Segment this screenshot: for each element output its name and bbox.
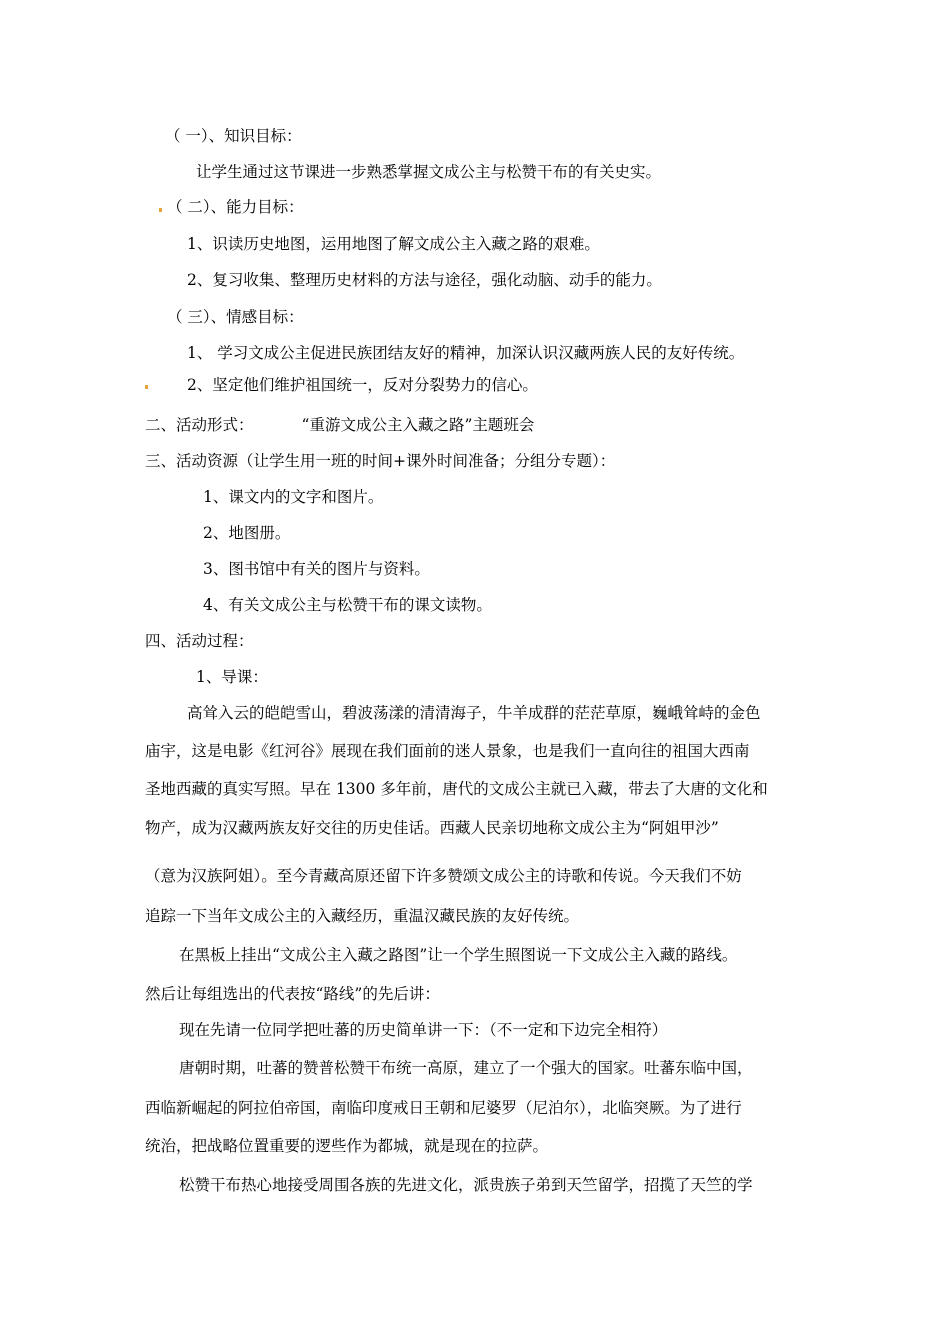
ability-item: 2、复习收集、整理历史材料的方法与途径，强化动脑、动手的能力。	[187, 271, 662, 289]
activity-resources-heading: 三、活动资源（让学生用一班的时间+课外时间准备；分组分专题）：	[145, 452, 616, 470]
resource-item: 2、地图册。	[203, 524, 291, 542]
body-line: 然后让每组选出的代表按“路线”的先后讲：	[145, 985, 440, 1003]
margin-mark	[159, 208, 162, 212]
resource-item: 3、图书馆中有关的图片与资料。	[203, 560, 430, 578]
body-line: 唐朝时期，吐蕃的赞普松赞干布统一高原，建立了一个强大的国家。吐蕃东临中国，	[179, 1059, 753, 1077]
activity-form-value: “重游文成公主入藏之路”主题班会	[301, 416, 535, 434]
activity-form-label: 二、活动形式：	[145, 416, 254, 434]
body-line: 统治，把战略位置重要的逻些作为都城，就是现在的拉萨。	[145, 1137, 549, 1155]
body-line: 松赞干布热心地接受周围各族的先进文化，派贵族子弟到天竺留学，招揽了天竺的学	[179, 1176, 753, 1194]
body-line: （意为汉族阿姐）。至今青藏高原还留下许多赞颂文成公主的诗歌和传说。今天我们不妨	[145, 867, 742, 885]
ability-objective-heading: （ 二）、能力目标：	[167, 198, 304, 216]
emotion-item: 1、 学习文成公主促进民族团结友好的精神，加深认识汉藏两族人民的友好传统。	[187, 344, 745, 362]
knowledge-objective-heading: （ 一）、知识目标：	[165, 127, 302, 145]
activity-process-heading: 四、活动过程：	[145, 632, 254, 650]
resource-item: 4、有关文成公主与松赞干布的课文读物。	[203, 596, 492, 614]
knowledge-objective-text: 让学生通过这节课进一步熟悉掌握文成公主与松赞干布的有关史实。	[196, 163, 662, 181]
body-line: 物产，成为汉藏两族友好交往的历史佳话。西藏人民亲切地称文成公主为“阿姐甲沙”	[145, 819, 719, 837]
body-line: 在黑板上挂出“文成公主入藏之路图”让一个学生照图说一下文成公主入藏的路线。	[179, 946, 738, 964]
intro-heading: 1、导课：	[196, 668, 268, 686]
resource-item: 1、课文内的文字和图片。	[203, 488, 384, 506]
emotion-item: 2、坚定他们维护祖国统一，反对分裂势力的信心。	[187, 376, 538, 394]
body-line: 庙宇，这是电影《红河谷》展现在我们面前的迷人景象，也是我们一直向往的祖国大西南	[145, 742, 750, 760]
body-line: 高耸入云的皑皑雪山，碧波荡漾的清清海子，牛羊成群的茫茫草原，巍峨耸峙的金色	[187, 704, 761, 722]
margin-mark	[145, 385, 148, 389]
body-line: 现在先请一位同学把吐蕃的历史简单讲一下：（不一定和下边完全相符）	[179, 1021, 668, 1039]
ability-item: 1、识读历史地图，运用地图了解文成公主入藏之路的艰难。	[187, 235, 600, 253]
emotion-objective-heading: （ 三）、情感目标：	[167, 308, 304, 326]
body-line: 圣地西藏的真实写照。早在 1300 多年前，唐代的文成公主就已入藏，带去了大唐的文化和	[145, 780, 768, 798]
activity-form	[145, 415, 534, 435]
body-line: 追踪一下当年文成公主的入藏经历，重温汉藏民族的友好传统。	[145, 907, 580, 925]
body-line: 西临新崛起的阿拉伯帝国，南临印度戒日王朝和尼婆罗（尼泊尔），北临突厥。为了进行	[145, 1099, 742, 1117]
